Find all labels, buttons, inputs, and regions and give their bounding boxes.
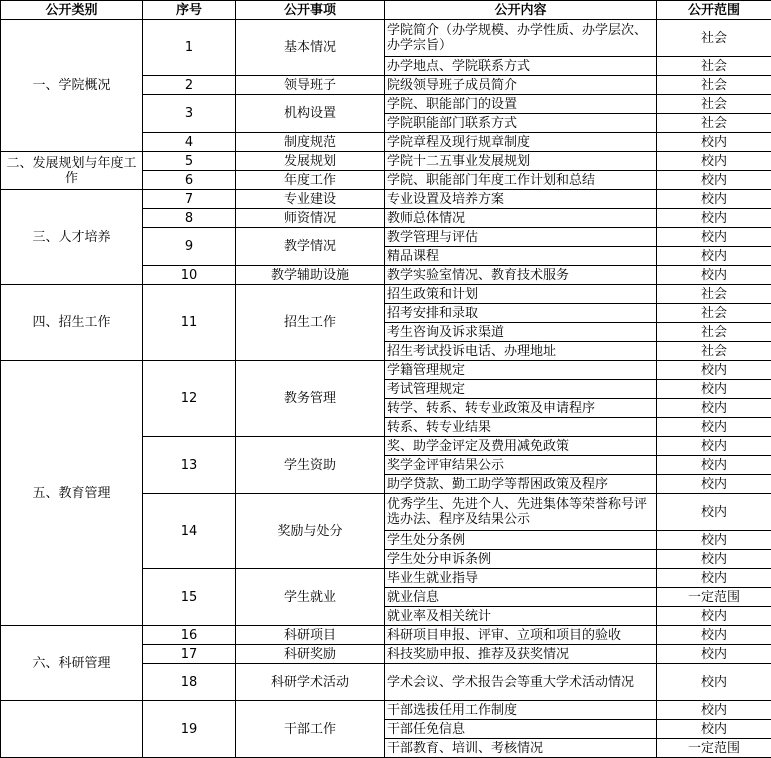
item-cell: 学生就业: [236, 569, 385, 626]
scope-cell: 校内: [657, 720, 771, 739]
header-item: 公开事项: [236, 1, 385, 20]
content-cell: 奖、助学金评定及费用减免政策: [385, 437, 657, 456]
table-row: [1, 701, 771, 720]
content-cell: 奖学金评审结果公示: [385, 456, 657, 475]
scope-cell: 校内: [657, 569, 771, 588]
scope-cell: 校内: [657, 456, 771, 475]
header-content: 公开内容: [385, 1, 657, 20]
content-cell: 干部教育、培训、考核情况: [385, 739, 657, 758]
scope-cell: 校内: [657, 531, 771, 550]
scope-cell: 校内: [657, 228, 771, 247]
category-cell: [1, 701, 143, 758]
content-cell: 教学实验室情况、教育技术服务: [385, 266, 657, 285]
category-cell: 二、发展规划与年度工作: [1, 152, 143, 190]
scope-cell: 校内: [657, 645, 771, 664]
content-cell: 学院十二五事业发展规划: [385, 152, 657, 171]
content-cell: 招考安排和录取: [385, 304, 657, 323]
content-cell: 学院职能部门联系方式: [385, 114, 657, 133]
scope-cell: 校内: [657, 399, 771, 418]
scope-cell: 社会: [657, 285, 771, 304]
item-cell: 机构设置: [236, 95, 385, 133]
content-cell: 考试管理规定: [385, 380, 657, 399]
scope-cell: 社会: [657, 20, 771, 57]
number-cell: 7: [143, 190, 236, 209]
scope-cell: 校内: [657, 607, 771, 626]
table-row: [1, 626, 771, 645]
item-cell: 教学情况: [236, 228, 385, 266]
content-cell: 学院、职能部门年度工作计划和总结: [385, 171, 657, 190]
content-cell: 精品课程: [385, 247, 657, 266]
scope-cell: 校内: [657, 437, 771, 456]
scope-cell: 校内: [657, 361, 771, 380]
number-cell: 8: [143, 209, 236, 228]
table-row: [1, 20, 771, 57]
item-cell: 科研项目: [236, 626, 385, 645]
scope-cell: 校内: [657, 494, 771, 531]
category-cell: 四、招生工作: [1, 285, 143, 361]
content-cell: 毕业生就业指导: [385, 569, 657, 588]
scope-cell: 社会: [657, 76, 771, 95]
content-cell: 办学地点、学院联系方式: [385, 57, 657, 76]
content-cell: 学院、职能部门的设置: [385, 95, 657, 114]
scope-cell: 一定范围: [657, 739, 771, 758]
number-cell: 16: [143, 626, 236, 645]
item-cell: 招生工作: [236, 285, 385, 361]
scope-cell: 校内: [657, 380, 771, 399]
header-row: [1, 1, 771, 20]
content-cell: 教师总体情况: [385, 209, 657, 228]
content-cell: 就业信息: [385, 588, 657, 607]
content-cell: 优秀学生、先进个人、先进集体等荣誉称号评选办法、程序及结果公示: [385, 494, 657, 531]
content-cell: 招生政策和计划: [385, 285, 657, 304]
item-cell: 教学辅助设施: [236, 266, 385, 285]
number-cell: 13: [143, 437, 236, 494]
scope-cell: 校内: [657, 190, 771, 209]
category-cell: 三、人才培养: [1, 190, 143, 285]
content-cell: 学生处分条例: [385, 531, 657, 550]
scope-cell: 社会: [657, 114, 771, 133]
item-cell: 师资情况: [236, 209, 385, 228]
header-scope: 公开范围: [657, 1, 771, 20]
item-cell: 学生资助: [236, 437, 385, 494]
content-cell: 助学贷款、勤工助学等帮困政策及程序: [385, 475, 657, 494]
item-cell: 制度规范: [236, 133, 385, 152]
number-cell: 5: [143, 152, 236, 171]
item-cell: 奖励与处分: [236, 494, 385, 569]
item-cell: 发展规划: [236, 152, 385, 171]
content-cell: 院级领导班子成员简介: [385, 76, 657, 95]
table-row: [1, 152, 771, 171]
content-cell: 招生考试投诉电话、办理地址: [385, 342, 657, 361]
header-category: 公开类别: [1, 1, 143, 20]
content-cell: 学籍管理规定: [385, 361, 657, 380]
item-cell: 领导班子: [236, 76, 385, 95]
number-cell: 12: [143, 361, 236, 437]
number-cell: 6: [143, 171, 236, 190]
scope-cell: 校内: [657, 550, 771, 569]
table-row: [1, 361, 771, 380]
content-cell: 教学管理与评估: [385, 228, 657, 247]
number-cell: 2: [143, 76, 236, 95]
item-cell: 年度工作: [236, 171, 385, 190]
scope-cell: 社会: [657, 323, 771, 342]
number-cell: 11: [143, 285, 236, 361]
scope-cell: 社会: [657, 304, 771, 323]
content-cell: 科技奖励申报、推荐及获奖情况: [385, 645, 657, 664]
number-cell: 3: [143, 95, 236, 133]
content-cell: 干部选拔任用工作制度: [385, 701, 657, 720]
scope-cell: 校内: [657, 418, 771, 437]
number-cell: 10: [143, 266, 236, 285]
content-cell: 转学、转系、转专业政策及申请程序: [385, 399, 657, 418]
content-cell: 学院章程及现行规章制度: [385, 133, 657, 152]
content-cell: 学生处分申诉条例: [385, 550, 657, 569]
item-cell: 科研学术活动: [236, 664, 385, 701]
header-number: 序号: [143, 1, 236, 20]
content-cell: 转系、转专业结果: [385, 418, 657, 437]
number-cell: 9: [143, 228, 236, 266]
content-cell: 科研项目申报、评审、立项和项目的验收: [385, 626, 657, 645]
item-cell: 专业建设: [236, 190, 385, 209]
content-cell: 学院简介（办学规模、办学性质、办学层次、办学宗旨）: [385, 20, 657, 57]
content-cell: 专业设置及培养方案: [385, 190, 657, 209]
scope-cell: 校内: [657, 626, 771, 645]
scope-cell: 校内: [657, 664, 771, 701]
scope-cell: 校内: [657, 152, 771, 171]
scope-cell: 校内: [657, 475, 771, 494]
number-cell: 17: [143, 645, 236, 664]
scope-cell: 校内: [657, 701, 771, 720]
scope-cell: 校内: [657, 247, 771, 266]
scope-cell: 社会: [657, 95, 771, 114]
scope-cell: 校内: [657, 209, 771, 228]
scope-cell: 社会: [657, 57, 771, 76]
table-row: [1, 190, 771, 209]
category-cell: 六、科研管理: [1, 626, 143, 701]
content-cell: 考生咨询及诉求渠道: [385, 323, 657, 342]
scope-cell: 校内: [657, 133, 771, 152]
content-cell: 就业率及相关统计: [385, 607, 657, 626]
number-cell: 18: [143, 664, 236, 701]
number-cell: 14: [143, 494, 236, 569]
content-cell: 学术会议、学术报告会等重大学术活动情况: [385, 664, 657, 701]
number-cell: 15: [143, 569, 236, 626]
item-cell: 基本情况: [236, 20, 385, 76]
number-cell: 4: [143, 133, 236, 152]
scope-cell: 一定范围: [657, 588, 771, 607]
table-row: [1, 285, 771, 304]
item-cell: 干部工作: [236, 701, 385, 758]
content-cell: 干部任免信息: [385, 720, 657, 739]
scope-cell: 社会: [657, 342, 771, 361]
category-cell: 五、教育管理: [1, 361, 143, 626]
scope-cell: 校内: [657, 266, 771, 285]
number-cell: 1: [143, 20, 236, 76]
category-cell: 一、学院概况: [1, 20, 143, 152]
number-cell: 19: [143, 701, 236, 758]
scope-cell: 校内: [657, 171, 771, 190]
item-cell: 教务管理: [236, 361, 385, 437]
item-cell: 科研奖励: [236, 645, 385, 664]
